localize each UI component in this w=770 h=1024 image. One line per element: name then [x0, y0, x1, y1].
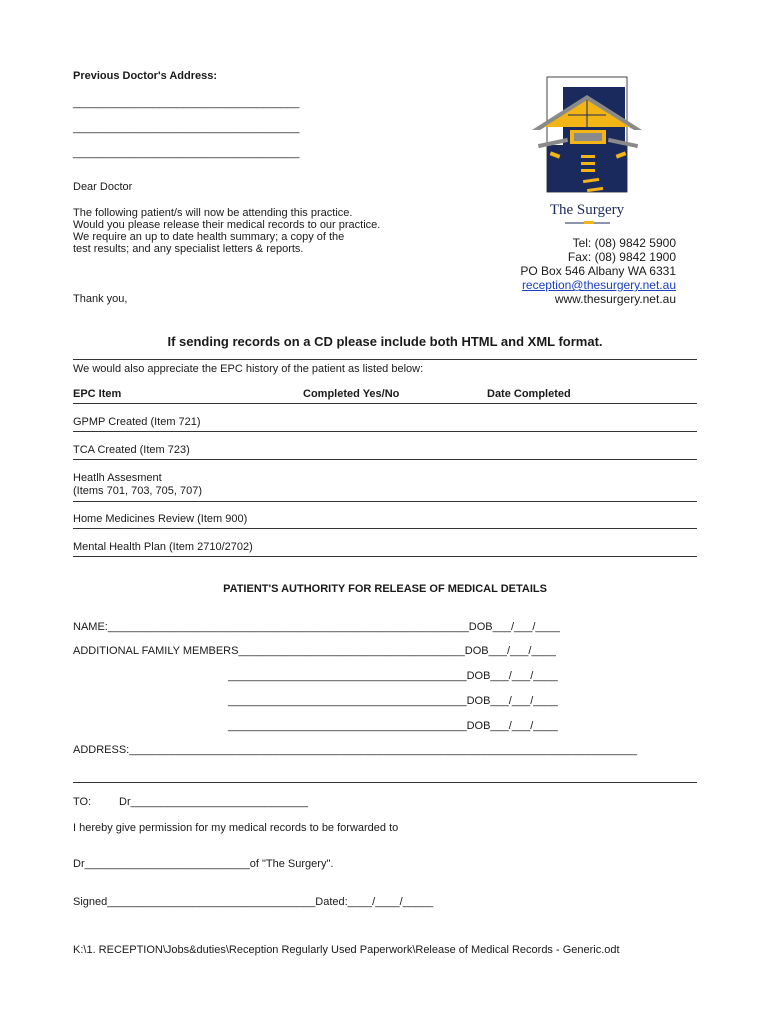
epc-row-home-medicines: Home Medicines Review (Item 900): [73, 513, 248, 525]
epc-header-date: Date Completed: [487, 388, 571, 400]
epc-header-item: EPC Item: [73, 388, 122, 400]
divider: [73, 359, 697, 360]
address-line-3[interactable]: _____________________________________: [73, 147, 300, 159]
table-rule: [73, 501, 697, 502]
contact-fax: Fax: (08) 9842 1900: [567, 250, 676, 264]
epc-row-gpmp: GPMP Created (Item 721): [73, 416, 201, 428]
signature-date-field[interactable]: Signed__________________________________Dated:____/____/_____: [73, 896, 434, 908]
closing: Thank you,: [73, 293, 128, 305]
divider: [73, 782, 697, 783]
logo-name: The Surgery: [549, 202, 625, 218]
table-rule: [73, 528, 697, 529]
address-field[interactable]: ADDRESS:___________________________________________________________________________________: [73, 744, 638, 756]
contact-website[interactable]: www.thesurgery.net.au: [554, 292, 676, 306]
address-line-1[interactable]: _____________________________________: [73, 97, 300, 109]
to-doctor-field[interactable]: Dr_____________________________: [119, 796, 309, 808]
forward-doctor-field[interactable]: Dr___________________________of "The Surgery".: [73, 858, 334, 870]
surgery-logo-icon: [530, 75, 645, 227]
file-path-footer: K:\1. RECEPTION\Jobs&duties\Reception Regularly Used Paperwork\Release of Medical Records - Generic.odt: [73, 944, 620, 956]
epc-row-mental-health: Mental Health Plan (Item 2710/2702): [73, 541, 253, 553]
table-rule: [73, 556, 697, 557]
contact-email-link[interactable]: reception@thesurgery.net.au: [521, 278, 676, 292]
family-members-field[interactable]: ADDITIONAL FAMILY MEMBERS_____________________________________DOB___/___/____: [73, 645, 556, 657]
letter-body-line: We require an up to date health summary; a copy of the: [73, 231, 345, 243]
table-rule: [73, 431, 697, 432]
letter-body: [73, 207, 380, 255]
letter-body-line: test results; and any specialist letters & reports.: [73, 243, 304, 255]
surgery-logo: [530, 75, 645, 227]
authority-title: PATIENT'S AUTHORITY FOR RELEASE OF MEDICAL DETAILS: [223, 583, 547, 595]
patient-name-field[interactable]: NAME:___________________________________________________________DOB___/___/____: [73, 621, 560, 633]
letter-body-line: Would you please release their medical records to our practice.: [73, 219, 381, 231]
epc-row-line: (Items 701, 703, 705, 707): [73, 485, 203, 497]
contact-tel: Tel: (08) 9842 5900: [572, 236, 676, 250]
contact-block: [520, 236, 676, 306]
cd-notice: If sending records on a CD please include both HTML and XML format.: [167, 334, 603, 349]
permission-text: I hereby give permission for my medical records to be forwarded to: [73, 822, 399, 834]
family-member-field[interactable]: _______________________________________DOB___/___/____: [228, 720, 558, 732]
address-line-2[interactable]: _____________________________________: [73, 122, 300, 134]
epc-row-line: Heatlh Assesment: [73, 472, 162, 484]
epc-header-completed: Completed Yes/No: [303, 388, 400, 400]
contact-po-box: PO Box 546 Albany WA 6331: [520, 264, 676, 278]
family-member-field[interactable]: _______________________________________DOB___/___/____: [228, 695, 558, 707]
epc-row-health-assessment: [73, 472, 202, 498]
letter-body-line: The following patient/s will now be attending this practice.: [73, 207, 353, 219]
family-member-field[interactable]: _______________________________________DOB___/___/____: [228, 670, 558, 682]
epc-intro: We would also appreciate the EPC history of the patient as listed below:: [73, 363, 424, 375]
epc-row-tca: TCA Created (Item 723): [73, 444, 190, 456]
greeting: Dear Doctor: [73, 181, 133, 193]
to-label: TO:: [73, 796, 92, 808]
previous-doctor-label: Previous Doctor's Address:: [73, 70, 218, 82]
table-rule: [73, 403, 697, 404]
table-rule: [73, 459, 697, 460]
